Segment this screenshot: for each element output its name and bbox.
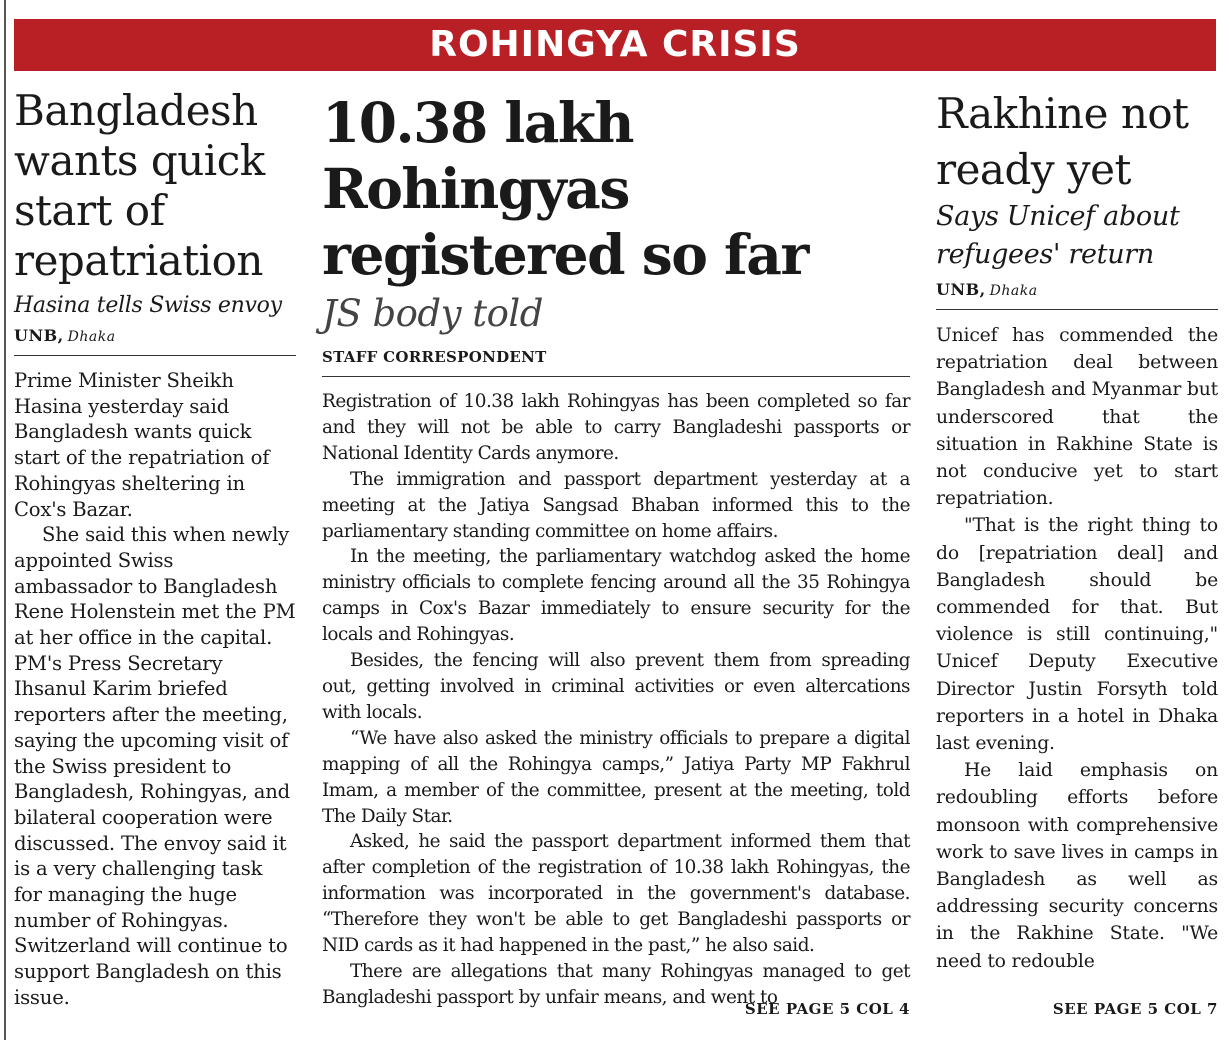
- right-story-divider: [936, 309, 1218, 310]
- section-banner: [14, 19, 1216, 71]
- right-story-body: [936, 322, 1218, 975]
- main-story-credit: STAFF CORRESPONDENT: [322, 348, 547, 366]
- main-story-paragraph: The immigration and passport department yesterday at a meeting at the Jatiya Sangsad Bhaban informed this to the parliamentary standing committee on home affairs.: [322, 468, 910, 542]
- main-story-paragraph: “We have also asked the ministry officials to prepare a digital mapping of all the Rohingya camps,” Jatiya Party MP Fakhrul Imam, a member of the committee, present at the meeting, told The Daily Star.: [322, 727, 910, 827]
- main-story-paragraph: There are allegations that many Rohingyas managed to get Bangladeshi passport by unfair means, and went to: [322, 960, 910, 1008]
- main-story-jump-link[interactable]: SEE PAGE 5 COL 4: [744, 1000, 910, 1018]
- right-story-jump-link[interactable]: SEE PAGE 5 COL 7: [1052, 1000, 1218, 1018]
- right-story-paragraph: He laid emphasis on redoubling efforts before monsoon with comprehensive work to save lives in camps in Bangladesh as well as addressing security concerns in the Rakhine State. "We need to redouble: [936, 760, 1218, 972]
- left-story: [14, 86, 296, 1011]
- left-story-agency: UNB,: [14, 326, 64, 345]
- main-story-body: [322, 389, 910, 1011]
- right-story-place: Dhaka: [989, 283, 1038, 299]
- left-story-paragraph: She said this when newly appointed Swiss ambassador to Bangladesh Rene Holenstein met the PM at her office in the capital. PM's Press Secretary Ihsanul Karim briefed reporters after the meeting, saying the upcoming visit of the Swiss president to Bangladesh, Rohingyas, and bilateral cooperation were discussed. The envoy said it is a very challenging task for managing the huge number of Rohingyas. Switzerland will continue to support Bangladesh on this issue.: [14, 523, 296, 1009]
- left-story-headline: Bangladesh wants quick start of repatriation: [14, 86, 265, 285]
- left-story-divider: [14, 355, 296, 356]
- right-story-deck: Says Unicef about refugees' return: [936, 201, 1180, 270]
- right-story-paragraph: "That is the right thing to do [repatriation deal] and Bangladesh should be commended for that. But violence is still continuing," Unicef Deputy Executive Director Justin Forsyth told reporters in a hotel in Dhaka last evening.: [936, 515, 1218, 755]
- left-story-paragraph: Prime Minister Sheikh Hasina yesterday said Bangladesh wants quick start of the repatriation of Rohingyas sheltering in Cox's Bazar.: [14, 369, 270, 521]
- left-story-body: [14, 368, 296, 1011]
- main-story-paragraph: In the meeting, the parliamentary watchdog asked the home ministry officials to complete fencing around all the 35 Rohingya camps in Cox's Bazar immediately to ensure security for the locals and Rohingyas.: [322, 546, 910, 646]
- right-story-agency: UNB,: [936, 280, 986, 299]
- right-story-headline: Rakhine not ready yet: [936, 89, 1189, 194]
- left-story-deck: Hasina tells Swiss envoy: [14, 293, 282, 318]
- section-banner-label: ROHINGYA CRISIS: [429, 24, 801, 65]
- main-story-paragraph: Registration of 10.38 lakh Rohingyas has been completed so far and they will not be able to carry Bangladeshi passports or National Identity Cards anymore.: [322, 391, 910, 464]
- main-story-headline: 10.38 lakh Rohingyas registered so far: [322, 90, 808, 287]
- right-story: [936, 86, 1218, 975]
- right-story-paragraph: Unicef has commended the repatriation deal between Bangladesh and Myanmar but underscored that the situation in Rakhine State is not conducive yet to start repatriation.: [936, 325, 1219, 510]
- main-story-paragraph: Besides, the fencing will also prevent them from spreading out, getting involved in criminal activities or even altercations with locals.: [322, 650, 910, 723]
- main-story-deck: JS body told: [322, 292, 543, 335]
- left-story-place: Dhaka: [67, 329, 116, 345]
- main-story-divider: [322, 376, 910, 377]
- main-story: [322, 86, 910, 1011]
- right-story-byline: [936, 280, 1218, 299]
- left-story-byline: [14, 326, 296, 345]
- main-story-paragraph: Asked, he said the passport department informed them that after completion of the registration of 10.38 lakh Rohingyas, the information was incorporated in the government's database. “Therefore they won't be able to get Bangladeshi passports or NID cards as it had happened in the past,” he also said.: [322, 831, 910, 957]
